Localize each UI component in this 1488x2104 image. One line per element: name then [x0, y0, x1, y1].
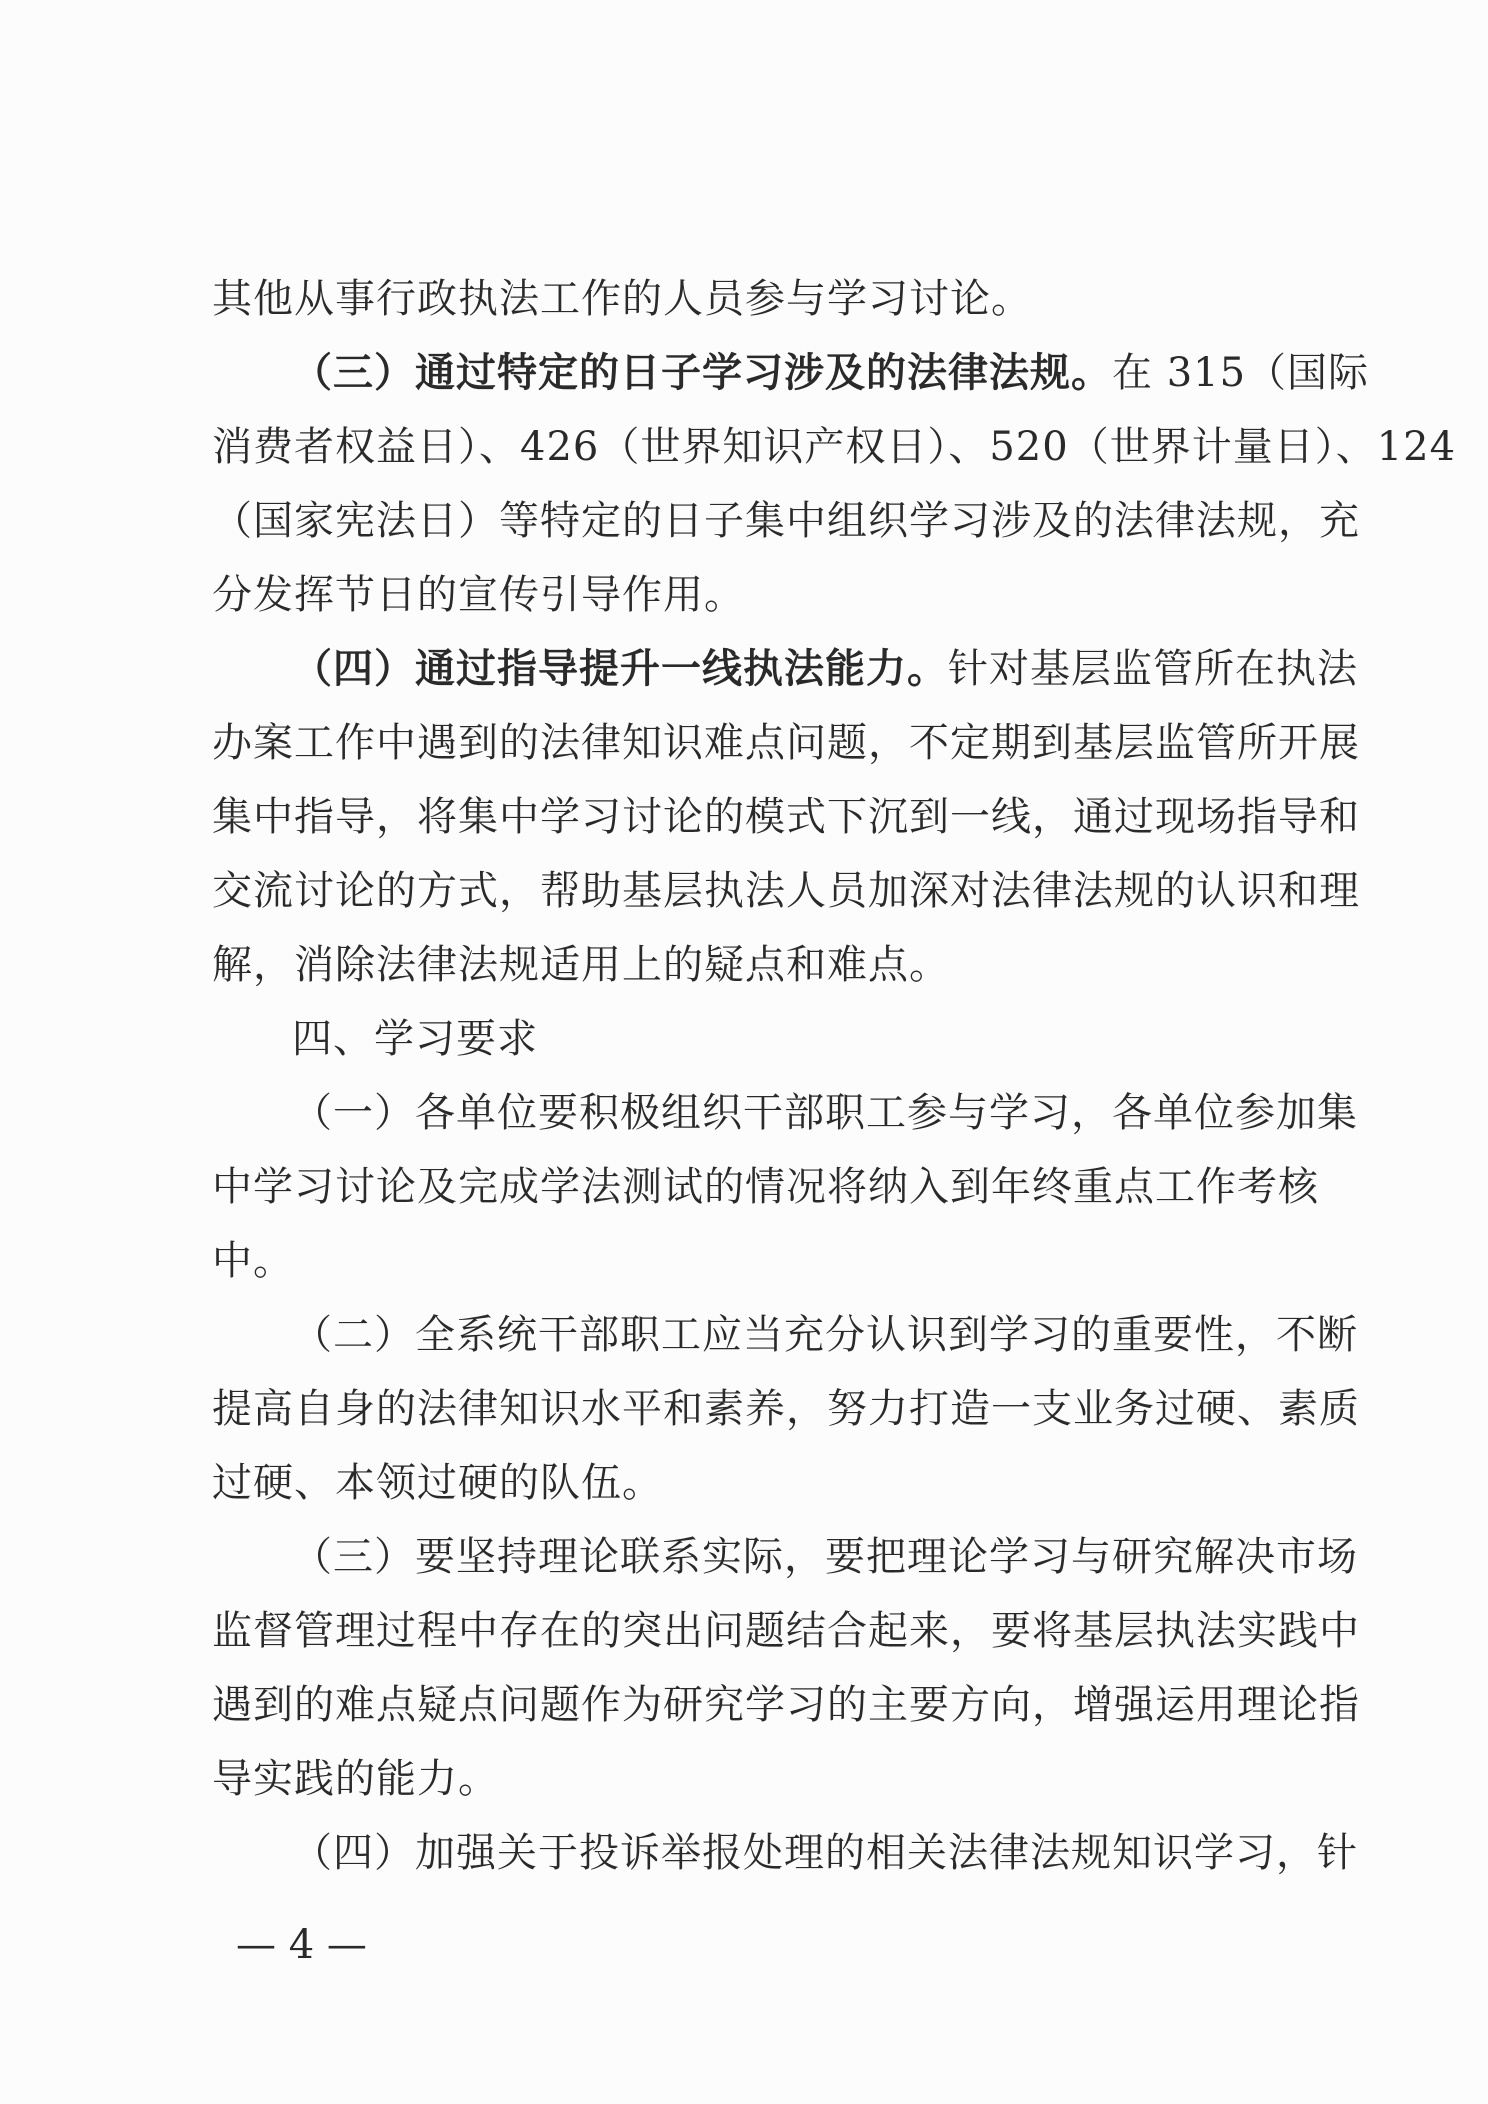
- text-line: [212, 1224, 1316, 1298]
- text-segment: 办案工作中遇到的法律知识难点问题，不定期到基层监管所开展: [212, 720, 1360, 766]
- page-number: — 4 —: [236, 1922, 367, 1968]
- text-line: [212, 558, 1316, 632]
- text-segment: 针对基层监管所在执法: [948, 646, 1358, 692]
- bold-lead-text: （三）通过特定的日子学习涉及的法律法规。: [292, 350, 1112, 396]
- text-segment: 提高自身的法律知识水平和素养，努力打造一支业务过硬、素质: [212, 1386, 1360, 1432]
- text-segment: 遇到的难点疑点问题作为研究学习的主要方向，增强运用理论指: [212, 1682, 1360, 1728]
- section-heading: 四、学习要求: [292, 1016, 538, 1062]
- text-line: [212, 1446, 1316, 1520]
- text-line: [212, 484, 1360, 558]
- text-segment: （一）各单位要积极组织干部职工参与学习，各单位参加集: [292, 1090, 1358, 1136]
- text-line: [212, 410, 1457, 484]
- text-segment: 分发挥节日的宣传引导作用。: [212, 572, 745, 618]
- text-segment: 过硬、本领过硬的队伍。: [212, 1460, 663, 1506]
- text-line: [212, 1668, 1360, 1742]
- bold-lead-text: （四）通过指导提升一线执法能力。: [292, 646, 948, 692]
- text-line: [212, 262, 1316, 336]
- text-line: [212, 1076, 1358, 1150]
- text-line: [212, 1372, 1360, 1446]
- text-line: [212, 1816, 1358, 1890]
- text-segment: 监督管理过程中存在的突出问题结合起来，要将基层执法实践中: [212, 1608, 1360, 1654]
- text-segment: 消费者权益日）、426（世界知识产权日）、520（世界计量日）、124: [212, 424, 1457, 470]
- text-segment: 其他从事行政执法工作的人员参与学习讨论。: [212, 276, 1032, 322]
- text-line: [212, 1002, 1316, 1076]
- text-line: [212, 1520, 1358, 1594]
- text-segment: 导实践的能力。: [212, 1756, 499, 1802]
- text-line: [212, 1594, 1360, 1668]
- text-segment: （四）加强关于投诉举报处理的相关法律法规知识学习，针: [292, 1830, 1358, 1876]
- document-body: [212, 262, 1457, 1890]
- text-segment: 中学习讨论及完成学法测试的情况将纳入到年终重点工作考核: [212, 1164, 1319, 1210]
- text-line: [212, 1742, 1316, 1816]
- text-segment: 在 315（国际: [1112, 350, 1370, 396]
- text-segment: （国家宪法日）等特定的日子集中组织学习涉及的法律法规，充: [212, 498, 1360, 544]
- text-line: [212, 1150, 1319, 1224]
- text-segment: 中。: [212, 1238, 294, 1284]
- text-line: [212, 780, 1360, 854]
- text-line: [212, 632, 1358, 706]
- text-segment: （三）要坚持理论联系实际，要把理论学习与研究解决市场: [292, 1534, 1358, 1580]
- text-segment: 解，消除法律法规适用上的疑点和难点。: [212, 942, 950, 988]
- text-line: [212, 706, 1360, 780]
- text-segment: 交流讨论的方式，帮助基层执法人员加深对法律法规的认识和理: [212, 868, 1360, 914]
- text-segment: 集中指导，将集中学习讨论的模式下沉到一线，通过现场指导和: [212, 794, 1360, 840]
- text-line: [212, 336, 1370, 410]
- text-line: [212, 854, 1360, 928]
- text-line: [212, 928, 1316, 1002]
- text-segment: （二）全系统干部职工应当充分认识到学习的重要性，不断: [292, 1312, 1358, 1358]
- text-line: [212, 1298, 1358, 1372]
